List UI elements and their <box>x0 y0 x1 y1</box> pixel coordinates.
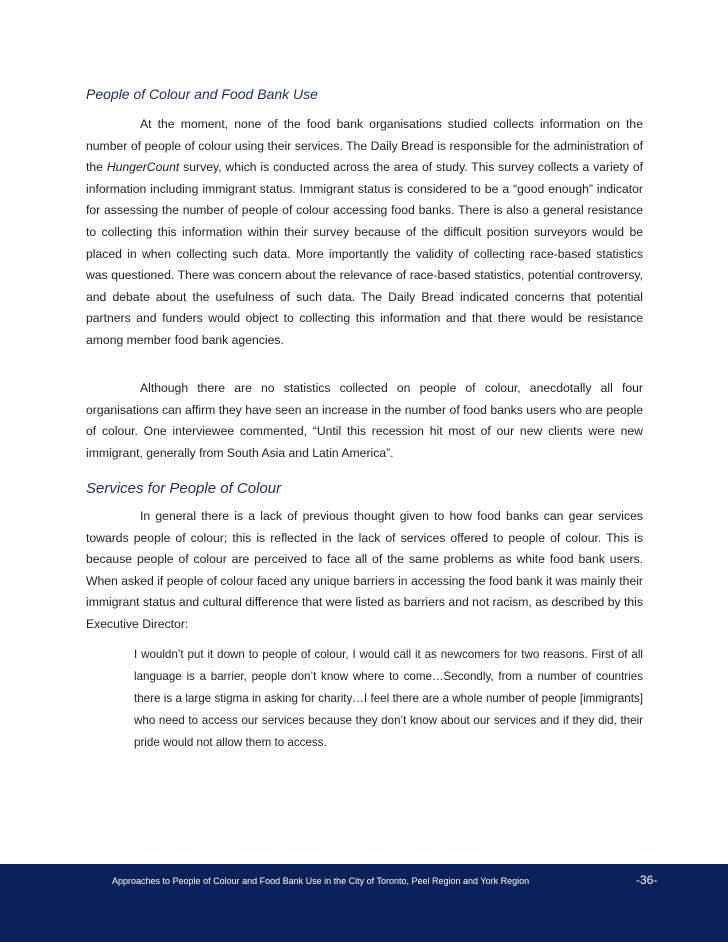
block-quote: I wouldn’t put it down to people of colour, I would call it as newcomers for two reasons. First of all language is a barrier, people don’t know where to come…Secondly, from a number of countries there is a large stigma in asking for charity…I feel there are a whole number of people [immigrants] who need to access our services because they don’t know about our services and if they did, their pride would not allow them to access. <box>134 648 643 749</box>
paragraph-services: In general there is a lack of previous thought given to how food banks can gear services towards people of colour; this is reflected in the lack of services offered to people of colour. This is because people of colour are perceived to face all of the same problems as white food bank users. When asked if people of colour faced any unique barriers in accessing the food bank it was mainly their immigrant status and cultural difference that were listed as barriers and not racism, as described by this Executive Director: <box>86 509 643 631</box>
section-heading-people-of-colour: People of Colour and Food Bank Use <box>86 86 318 102</box>
footer-title: Approaches to People of Colour and Food Bank Use in the City of Toronto, Peel Region and York Region <box>112 876 530 886</box>
paragraph-text: At the moment, none of the food bank organisations studied collects information on the number of people of colour using their services. The Daily Bread is responsible for the administration of the <box>86 117 643 175</box>
page-number: -36- <box>636 873 658 887</box>
survey-name: HungerCount <box>106 160 180 175</box>
paragraph-anecdotal-increase: Although there are no statistics collected on people of colour, anecdotally all four organisations can affirm they have seen an increase in the number of food banks users who are people of colour. One interviewee commented, “Until this recession hit most of our new clients were new immigrant, generally from South Asia and Latin America”. <box>86 381 643 460</box>
paragraph-text: survey, which is conducted across the area of study. This survey collects a variety of information including immigrant status. Immigrant status is considered to be a “good enough” indicator for assessing the number of people of colour accessing food banks. There is also a general resistance to collecting this information within their survey because of the difficult position surveyors would be placed in when collecting such data. More importantly the validity of collecting race-based statistics was questioned. There was concern about the relevance of race-based statistics, potential controversy, and debate about the usefulness of such data. The Daily Bread indicated concerns that potential partners and funders would object to collecting this information and that there would be resistance among member food bank agencies. <box>86 160 643 347</box>
page-footer <box>0 864 728 942</box>
section-heading-services: Services for People of Colour <box>86 480 282 497</box>
paragraph-data-collection <box>86 114 643 352</box>
